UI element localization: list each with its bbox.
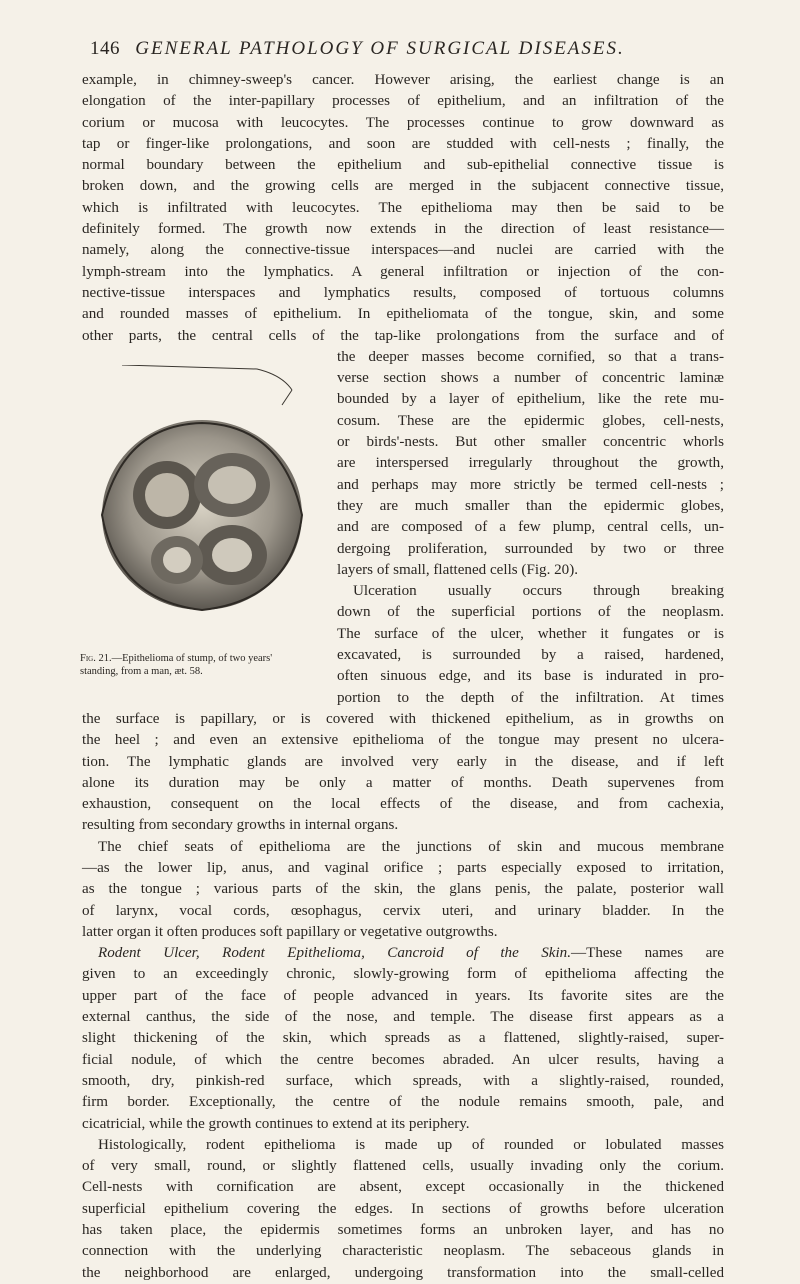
caption-label: Fig. 21. xyxy=(80,653,112,664)
text-line: of larynx, vocal cords, œsophagus, cervix uteri, and urinary bladder. In the xyxy=(82,902,724,919)
text-line: external canthus, the side of the nose, and temple. The disease first appears as a xyxy=(82,1009,724,1026)
text-line: and are composed of a few plump, central cells, un- xyxy=(337,519,724,536)
text-line: slight thickening of the skin, which spreads as a flattened, slightly-raised, super- xyxy=(82,1030,724,1047)
text-line: The surface of the ulcer, whether it fungates or is xyxy=(337,625,724,642)
rodent-ulcer-heading: Rodent Ulcer, Rodent Epithelioma, Cancroid of the Skin. xyxy=(98,945,571,962)
text-line: namely, along the connective-tissue interspaces—and nuclei are carried with the xyxy=(82,242,724,259)
text-line: ficial nodule, of which the centre becomes abraded. An ulcer results, having a xyxy=(82,1051,724,1068)
text-line: often sinuous edge, and its base is indurated in pro- xyxy=(337,668,724,685)
text-line: —as the lower lip, anus, and vaginal orifice ; parts especially exposed to irritation, xyxy=(82,859,724,876)
text-line: cosum. These are the epidermic globes, cell-nests, xyxy=(337,412,724,429)
text-line: Histologically, rodent epithelioma is made up of rounded or lobulated masses xyxy=(98,1136,724,1153)
text-line: resulting from secondary growths in internal organs. xyxy=(82,817,399,834)
text-line: broken down, and the growing cells are merged in the subjacent connective tissue, xyxy=(82,178,724,195)
text-line: which is infiltrated with leucocytes. The epithelioma may then be said to be xyxy=(82,199,724,216)
text-line: they are much smaller than the epidermic globes, xyxy=(337,497,724,514)
text-line: the deeper masses become cornified, so that a trans- xyxy=(337,348,724,365)
text-line: has taken place, the epidermis sometimes forms an unbroken layer, and has no xyxy=(82,1222,724,1239)
text-line: and perhaps may more strictly be termed cell-nests ; xyxy=(337,476,724,493)
text-line: the heel ; and even an extensive epithelioma of the tongue may present no ulcera- xyxy=(82,732,724,749)
text-line: other parts, the central cells of the tap-like prolongations from the surface and of xyxy=(82,327,724,344)
body-text xyxy=(82,70,724,1284)
text-line: bounded by a layer of epithelium, like the rete mu- xyxy=(337,391,724,408)
text-line: elongation of the inter-papillary processes of epithelium, and an infiltration of the xyxy=(82,93,724,110)
text-line: Ulceration usually occurs through breaking xyxy=(353,583,724,600)
text-line: cicatricial, while the growth continues to extend at its periphery. xyxy=(82,1115,470,1132)
text-line: are interspersed irregularly throughout the growth, xyxy=(337,455,724,472)
text-line: the neighborhood are enlarged, undergoing transformation into the small-celled xyxy=(82,1264,724,1281)
text-line: normal boundary between the epithelium and sub-epithelial connective tissue is xyxy=(82,157,724,174)
text-line: as the tongue ; various parts of the skin, the glans penis, the palate, posterior wall xyxy=(82,881,724,898)
text-line: connection with the underlying characteristic neoplasm. The sebaceous glands in xyxy=(82,1243,724,1260)
text-line: upper part of the face of people advanced in years. Its favorite sites are the xyxy=(82,987,724,1004)
text-line: excavated, is surrounded by a raised, hardened, xyxy=(337,647,724,664)
running-title: GENERAL PATHOLOGY OF SURGICAL DISEASES. xyxy=(135,38,625,59)
text-line: of very small, round, or slightly flattened cells, usually invading only the corium. xyxy=(82,1158,724,1175)
text-line: layers of small, flattened cells (Fig. 20). xyxy=(337,561,579,578)
text-line: nective-tissue interspaces and lymphatics results, composed of tortuous columns xyxy=(82,284,724,301)
text-line: definitely formed. The growth now extends in the direction of least resistance— xyxy=(82,221,724,238)
text-line: example, in chimney-sweep's cancer. However arising, the earliest change is an xyxy=(82,72,724,88)
text-line: given to an exceedingly chronic, slowly-growing form of epithelioma affecting the xyxy=(82,966,724,983)
text-line: verse section shows a number of concentric laminæ xyxy=(337,370,724,387)
text-line: alone its duration may be only a matter of months. Death supervenes from xyxy=(82,774,724,791)
section-heading-line xyxy=(82,943,724,964)
text-line: portion to the depth of the infiltration. At times xyxy=(337,689,724,706)
text-line: tap or finger-like prolongations, and soon are studded with cell-nests ; finally, the xyxy=(82,135,724,152)
page-number: 146 xyxy=(90,38,120,59)
text-fragment: —These names are xyxy=(571,945,724,962)
page-header xyxy=(90,38,730,60)
text-line: dergoing proliferation, surrounded by two or three xyxy=(337,540,724,557)
text-line: Cell-nests with cornification are absent, except occasionally in the thickened xyxy=(82,1179,724,1196)
text-line: latter organ it often produces soft papillary or vegetative outgrowths. xyxy=(82,923,498,940)
text-line: and rounded masses of epithelium. In epitheliomata of the tongue, skin, and some xyxy=(82,306,724,323)
text-line: superficial epithelium covering the edges. In sections of growths before ulceration xyxy=(82,1200,724,1217)
text-line: corium or mucosa with leucocytes. The processes continue to grow downward as xyxy=(82,114,724,131)
text-line: lymph-stream into the lymphatics. A general infiltration or injection of the con- xyxy=(82,263,724,280)
text-line: The chief seats of epithelioma are the junctions of skin and mucous membrane xyxy=(98,838,724,855)
caption-text: —Epithelioma of stump, of two years' standing, from a man, æt. 58. xyxy=(80,653,273,677)
text-line: smooth, dry, pinkish-red surface, which spreads, with a slightly-raised, rounded, xyxy=(82,1072,724,1089)
text-line: tion. The lymphatic glands are involved very early in the disease, and if left xyxy=(82,753,724,770)
text-line: down of the superficial portions of the neoplasm. xyxy=(337,604,724,621)
text-line: exhaustion, consequent on the local effects of the disease, and from cachexia, xyxy=(82,796,724,813)
text-line: the surface is papillary, or is covered with thickened epithelium, as in growths on xyxy=(82,710,724,727)
text-line: or birds'-nests. But other smaller concentric whorls xyxy=(337,434,724,451)
text-line: firm border. Exceptionally, the centre of the nodule remains smooth, pale, and xyxy=(82,1094,724,1111)
